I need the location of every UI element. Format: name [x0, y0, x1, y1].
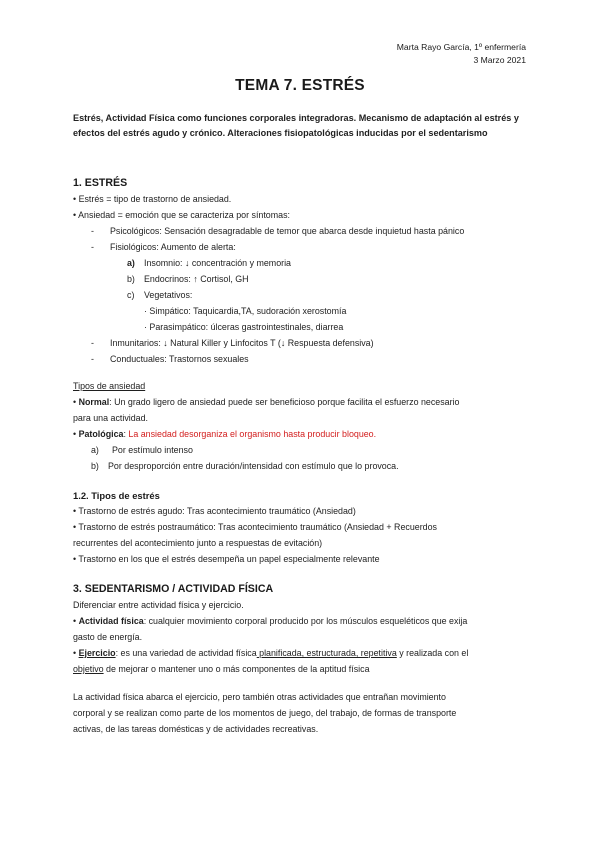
ejercicio-text-3: de mejorar o mantener uno o más componentes de la aptitud física [103, 664, 370, 674]
intro-paragraph: Estrés, Actividad Física como funciones corporales integradoras. Mecanismo de adaptación al estrés y efectos del estrés agudo y crónico. Alteraciones fisiopatológicas inducidas por el sedentarismo [73, 113, 519, 139]
bullet-mark: • [73, 506, 77, 516]
ansiedad-normal-line-2: para una actividad. [73, 413, 148, 423]
normal-text: : Un grado ligero de ansiedad puede ser beneficioso porque facilita el esfuerzo necesario [109, 397, 460, 407]
date-line: 3 Marzo 2021 [473, 55, 526, 65]
estres-agudo-line [73, 506, 356, 516]
sub-item-parasimpatico: · Parasimpático: úlceras gastrointestinales, diarrea [144, 322, 344, 332]
bullet-mark: • [73, 522, 77, 532]
bullet-text: Estrés = tipo de trastorno de ansiedad. [78, 194, 232, 204]
patologica-text: La ansiedad desorganiza el organismo hasta producir bloqueo. [128, 429, 377, 439]
item-text: Fisiológicos: Aumento de alerta: [110, 242, 236, 252]
ejercicio-underlined-2: objetivo [73, 664, 104, 674]
item-text: Vegetativos: [144, 290, 193, 300]
actividad-fisica-line [73, 616, 467, 626]
section-3-intro: Diferenciar entre actividad física y ejercicio. [73, 600, 244, 610]
patologica-label: Patológica [78, 429, 124, 439]
paragraph-line-1: La actividad física abarca el ejercicio, pero también otras actividades que entrañan movimiento [73, 692, 446, 702]
sub-item-c [127, 290, 192, 300]
section-1-2-heading: 1.2. Tipos de estrés [73, 490, 160, 501]
item-text: Insomnio: ↓ concentración y memoria [144, 258, 291, 268]
ansiedad-normal-line [73, 397, 459, 407]
ejercicio-line-2 [73, 664, 370, 674]
letter-mark: b) [91, 461, 99, 471]
bullet-mark: • [73, 554, 77, 564]
ejercicio-underlined-1: planificada, estructurada, repetitiva [256, 648, 397, 658]
paragraph-line-2: corporal y se realizan como parte de los momentos de juego, del trabajo, de formas de transporte [73, 708, 457, 718]
normal-label: Normal [78, 397, 110, 407]
paragraph-line-3: activas, de las tareas domésticas y de actividades recreativas. [73, 724, 319, 734]
bullet-text: Ansiedad = emoción que se caracteriza por síntomas: [78, 210, 290, 220]
section-3-heading: 3. SEDENTARISMO / ACTIVIDAD FÍSICA [73, 583, 274, 595]
estres-postraumatico-line-2: recurrentes del acontecimiento junto a respuestas de evitación) [73, 538, 323, 548]
patologica-colon: : [123, 429, 126, 439]
sub-item-a [127, 258, 291, 268]
bullet-text: Trastorno de estrés agudo: Tras acontecimiento traumático (Ansiedad) [78, 506, 356, 516]
ejercicio-label: Ejercicio [78, 648, 116, 658]
page-title: TEMA 7. ESTRÉS [235, 77, 365, 94]
estres-postraumatico-line [73, 522, 437, 532]
sub-item-b [127, 274, 249, 284]
bullet-text: Trastorno de estrés postraumático: Tras acontecimiento traumático (Ansiedad + Recuerdos [78, 522, 437, 532]
estres-relevante-line [73, 554, 380, 564]
actividad-fisica-line-2: gasto de energía. [73, 632, 143, 642]
bullet-mark: • [73, 194, 77, 204]
item-text: Conductuales: Trastornos sexuales [110, 354, 249, 364]
dash-conductuales [91, 354, 249, 364]
tipos-ansiedad-heading: Tipos de ansiedad [73, 381, 146, 391]
bullet-text: Trastorno en los que el estrés desempeña un papel especialmente relevante [78, 554, 380, 564]
ansiedad-patologica-line [73, 429, 376, 439]
letter-mark: a) [91, 445, 99, 455]
bullet-mark: • [73, 397, 77, 407]
item-text: Por desproporción entre duración/intensidad con estímulo que lo provoca. [108, 461, 399, 471]
bullet-mark: • [73, 210, 77, 220]
ejercicio-text-2: y realizada con el [396, 648, 469, 658]
ejercicio-text-1: : es una variedad de actividad física [115, 648, 257, 658]
bullet-ansiedad [73, 210, 290, 220]
dash-mark: - [91, 226, 94, 236]
dash-fisiologicos [91, 242, 236, 252]
bullet-mark: • [73, 648, 77, 658]
section-1-heading: 1. ESTRÉS [73, 177, 128, 189]
bullet-mark: • [73, 616, 77, 626]
ejercicio-line [73, 648, 468, 658]
dash-mark: - [91, 354, 94, 364]
sub-item-simpatico: · Simpático: Taquicardia,TA, sudoración xerostomía [144, 306, 347, 316]
dash-mark: - [91, 242, 94, 252]
item-text: Endocrinos: ↑ Cortisol, GH [144, 274, 249, 284]
letter-mark: c) [127, 290, 135, 300]
item-text: Inmunitarios: ↓ Natural Killer y Linfocitos T (↓ Respuesta defensiva) [110, 338, 374, 348]
letter-mark: b) [127, 274, 135, 284]
item-text: Psicológicos: Sensación desagradable de temor que abarca desde inquietud hasta pánico [110, 226, 465, 236]
actividad-fisica-label: Actividad física [78, 616, 144, 626]
bullet-estres [73, 194, 231, 204]
patologica-item-a [91, 445, 193, 455]
author-line: Marta Rayo García, 1º enfermería [396, 42, 526, 52]
bullet-mark: • [73, 429, 77, 439]
patologica-item-b [91, 461, 399, 471]
item-text: Por estímulo intenso [112, 445, 193, 455]
dash-psicologicos [91, 226, 464, 236]
letter-mark: a) [127, 258, 135, 268]
dash-inmunitarios [91, 338, 374, 348]
dash-mark: - [91, 338, 94, 348]
actividad-fisica-text: : cualquier movimiento corporal producido por los músculos esqueléticos que exija [143, 616, 468, 626]
